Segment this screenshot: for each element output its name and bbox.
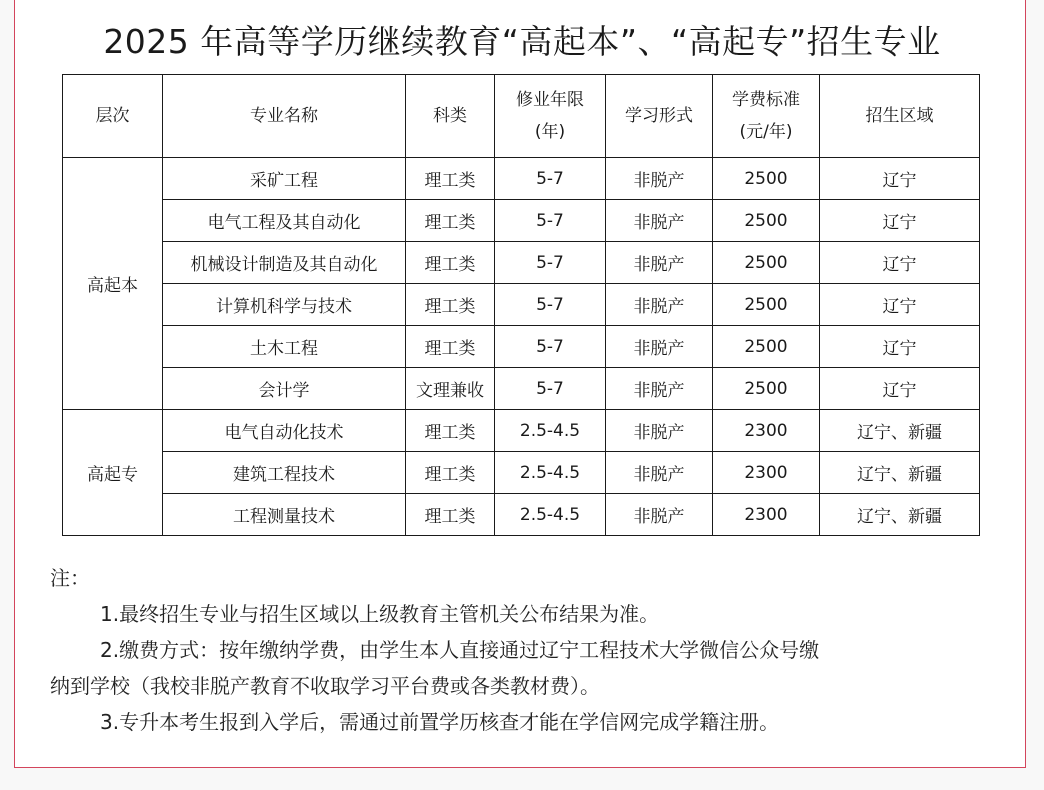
form-cell: 非脱产: [606, 494, 713, 536]
header-years-line2: (年): [534, 122, 566, 142]
note-item-3: 3.专升本考生报到入学后，需通过前置学历核查才能在学信网完成学籍注册。: [100, 710, 780, 734]
major-cell: 工程测量技术: [163, 494, 406, 536]
table-row: [63, 326, 980, 368]
notes-section: [50, 560, 1000, 740]
years-cell: 2.5-4.5: [495, 452, 606, 494]
header-region: 招生区域: [820, 75, 980, 158]
table-row: [63, 200, 980, 242]
major-cell: 建筑工程技术: [163, 452, 406, 494]
header-fee-line1: 学费标准: [732, 90, 800, 110]
form-cell: 非脱产: [606, 242, 713, 284]
header-years-line1: 修业年限: [516, 90, 584, 110]
region-cell: 辽宁: [820, 284, 980, 326]
note-item-1: 1.最终招生专业与招生区域以上级教育主管机关公布结果为准。: [100, 602, 660, 626]
category-cell: 理工类: [406, 410, 495, 452]
notes-label: 注：: [50, 566, 90, 590]
header-category: 科类: [406, 75, 495, 158]
category-cell: 理工类: [406, 326, 495, 368]
form-cell: 非脱产: [606, 452, 713, 494]
years-cell: 2.5-4.5: [495, 494, 606, 536]
form-cell: 非脱产: [606, 410, 713, 452]
major-cell: 电气工程及其自动化: [163, 200, 406, 242]
form-cell: 非脱产: [606, 284, 713, 326]
fee-cell: 2500: [713, 242, 820, 284]
category-cell: 理工类: [406, 242, 495, 284]
form-cell: 非脱产: [606, 326, 713, 368]
category-cell: 理工类: [406, 158, 495, 200]
major-cell: 会计学: [163, 368, 406, 410]
major-cell: 机械设计制造及其自动化: [163, 242, 406, 284]
fee-cell: 2300: [713, 452, 820, 494]
table-row: [63, 494, 980, 536]
category-cell: 理工类: [406, 200, 495, 242]
fee-cell: 2500: [713, 368, 820, 410]
note-item-2-continued: 纳到学校（我校非脱产教育不收取学习平台费或各类教材费）。: [50, 674, 600, 698]
category-cell: 理工类: [406, 494, 495, 536]
page-title: 2025 年高等学历继续教育“高起本”、“高起专”招生专业: [103, 22, 941, 61]
years-cell: 5-7: [495, 284, 606, 326]
years-cell: 5-7: [495, 158, 606, 200]
form-cell: 非脱产: [606, 158, 713, 200]
form-cell: 非脱产: [606, 200, 713, 242]
major-cell: 电气自动化技术: [163, 410, 406, 452]
region-cell: 辽宁、新疆: [820, 410, 980, 452]
fee-cell: 2300: [713, 410, 820, 452]
region-cell: 辽宁: [820, 368, 980, 410]
header-fee: [713, 75, 820, 158]
region-cell: 辽宁: [820, 200, 980, 242]
majors-table: [62, 74, 980, 536]
years-cell: 2.5-4.5: [495, 410, 606, 452]
major-cell: 采矿工程: [163, 158, 406, 200]
table-row: [63, 284, 980, 326]
fee-cell: 2500: [713, 158, 820, 200]
fee-cell: 2300: [713, 494, 820, 536]
header-form: 学习形式: [606, 75, 713, 158]
note-item-2: 2.缴费方式：按年缴纳学费，由学生本人直接通过辽宁工程技术大学微信公众号缴: [100, 638, 820, 662]
major-cell: 计算机科学与技术: [163, 284, 406, 326]
years-cell: 5-7: [495, 368, 606, 410]
table-row: [63, 242, 980, 284]
region-cell: 辽宁、新疆: [820, 494, 980, 536]
table-row: [63, 410, 980, 452]
header-years: [495, 75, 606, 158]
years-cell: 5-7: [495, 242, 606, 284]
header-level: 层次: [63, 75, 163, 158]
major-cell: 土木工程: [163, 326, 406, 368]
header-fee-line2: (元/年): [739, 122, 793, 142]
region-cell: 辽宁、新疆: [820, 452, 980, 494]
level-cell: 高起专: [63, 410, 163, 536]
category-cell: 理工类: [406, 284, 495, 326]
table-header-row: [63, 75, 980, 158]
fee-cell: 2500: [713, 284, 820, 326]
years-cell: 5-7: [495, 200, 606, 242]
table-row: [63, 452, 980, 494]
category-cell: 文理兼收: [406, 368, 495, 410]
fee-cell: 2500: [713, 200, 820, 242]
region-cell: 辽宁: [820, 326, 980, 368]
fee-cell: 2500: [713, 326, 820, 368]
form-cell: 非脱产: [606, 368, 713, 410]
region-cell: 辽宁: [820, 242, 980, 284]
table-row: [63, 368, 980, 410]
table-row: [63, 158, 980, 200]
header-major: 专业名称: [163, 75, 406, 158]
category-cell: 理工类: [406, 452, 495, 494]
years-cell: 5-7: [495, 326, 606, 368]
level-cell: 高起本: [63, 158, 163, 410]
region-cell: 辽宁: [820, 158, 980, 200]
